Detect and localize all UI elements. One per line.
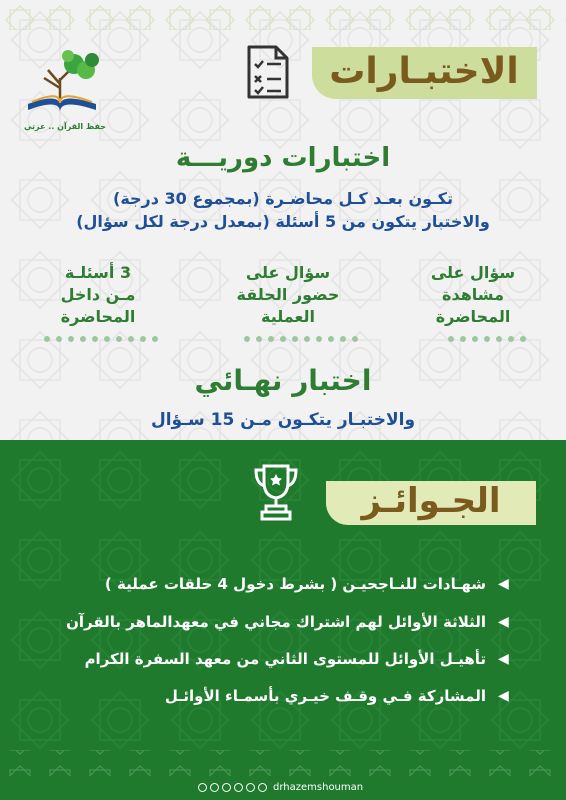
- final-exam-heading: اختبار نهـائي: [194, 364, 372, 397]
- periodic-exams-heading: اختبارات دوريـــة: [175, 143, 391, 173]
- social-handle[interactable]: drhazemshouman: [273, 781, 364, 793]
- criteria-text: مشاهدة: [442, 285, 504, 304]
- prize-item: شهـادات للنـاجحيـن ( بشرط دخول 4 حلقات عملية ): [104, 575, 486, 593]
- quran-tree-logo-icon: [22, 48, 108, 118]
- final-exam-line: والاختبـار يتكـون مـن 15 سـؤال: [150, 410, 416, 430]
- page-title: الاختبـارات: [329, 51, 519, 92]
- youtube-icon[interactable]: [234, 783, 243, 792]
- separator-dots: [244, 336, 358, 342]
- criteria-item: [228, 262, 348, 328]
- logo-caption: حفظ القرآن .. عزتي: [23, 122, 107, 131]
- facebook-icon[interactable]: [198, 783, 207, 792]
- checklist-icon: [246, 44, 290, 100]
- criteria-text: العملية: [260, 307, 315, 326]
- arrow-icon: ◀: [498, 576, 509, 592]
- logo: [22, 48, 108, 140]
- prize-item: تأهيـل الأوائل للمستوى الثاني من معهد السفرة الكرام: [84, 650, 486, 668]
- criteria-text: مـن داخل: [60, 285, 136, 304]
- trophy-icon: [252, 462, 300, 522]
- prizes-title: الجـوائـز: [361, 481, 501, 521]
- criteria-text: سؤال على: [245, 263, 331, 282]
- prize-item: الثلاثة الأوائل لهم اشتراك مجاني في معهدالماهر بالقرآن: [66, 613, 486, 631]
- criteria-text: سؤال على: [430, 263, 516, 282]
- separator-dots: [448, 336, 526, 342]
- prize-item: المشاركة فـي وقـف خيـري بأسمـاء الأوائـل: [164, 687, 486, 705]
- criteria-item: [418, 262, 528, 328]
- periodic-exams-line2: والاختبار يتكون من 5 أسئلة (بمعدل درجة لكل سؤال): [76, 212, 490, 231]
- arrow-icon: ◀: [498, 688, 509, 704]
- tiktok-icon[interactable]: [246, 783, 255, 792]
- arrow-icon: ◀: [498, 651, 509, 667]
- telegram-icon[interactable]: [258, 783, 267, 792]
- criteria-text: المحاضرة: [435, 307, 511, 326]
- criteria-item: [38, 262, 158, 328]
- instagram-icon[interactable]: [222, 783, 231, 792]
- arrow-icon: ◀: [498, 614, 509, 630]
- criteria-text: 3 أسئلـة: [64, 263, 132, 282]
- periodic-exams-line1: تكـون بعـد كـل محاضـرة (بمجموع 30 درجة): [113, 189, 453, 208]
- x-icon[interactable]: [210, 783, 219, 792]
- criteria-text: المحاضرة: [60, 307, 136, 326]
- social-footer: [198, 780, 378, 794]
- criteria-text: حضور الحلقة: [236, 285, 340, 304]
- separator-dots: [44, 336, 158, 342]
